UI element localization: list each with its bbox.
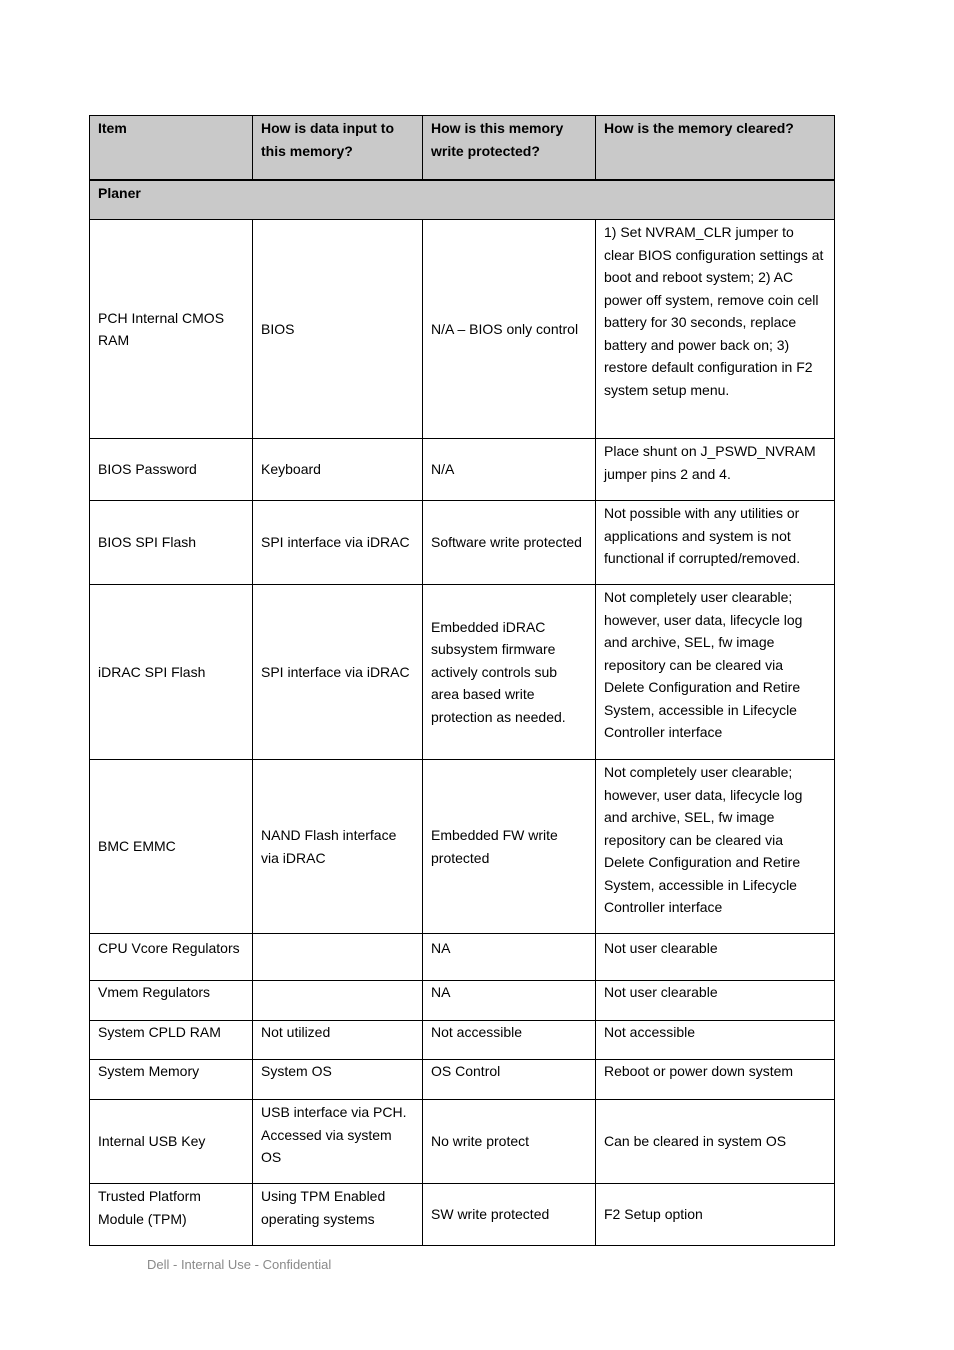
- cell-cleared: 1) Set NVRAM_CLR jumper to clear BIOS configuration settings at boot and reboot system; 2) AC power off system, remove coin cell battery for 30 seconds, replace battery and power back on; 3) restore default configuration in F2 system setup menu.: [596, 220, 835, 439]
- table-row: [90, 501, 835, 585]
- header-item: Item: [90, 116, 253, 180]
- table-header-row: [90, 116, 835, 180]
- cell-protect: OS Control: [423, 1060, 596, 1100]
- cell-input: [253, 934, 423, 981]
- section-row-planer: [90, 180, 835, 220]
- cell-cleared: Not possible with any utilities or applications and system is not functional if corrupted/removed.: [596, 501, 835, 585]
- cell-protect: N/A: [423, 439, 596, 501]
- cell-input: System OS: [253, 1060, 423, 1100]
- cell-protect: Not accessible: [423, 1021, 596, 1060]
- table-row: [90, 1100, 835, 1184]
- table-row: [90, 981, 835, 1021]
- cell-protect: SW write protected: [423, 1184, 596, 1246]
- table-row: [90, 1060, 835, 1100]
- cell-item: BIOS SPI Flash: [90, 501, 253, 585]
- cell-protect: Embedded iDRAC subsystem firmware actively controls sub area based write protection as needed.: [423, 585, 596, 760]
- cell-protect: NA: [423, 934, 596, 981]
- cell-input: NAND Flash interface via iDRAC: [253, 760, 423, 934]
- cell-cleared: Not user clearable: [596, 934, 835, 981]
- table-row: [90, 220, 835, 439]
- header-memory-cleared: How is the memory cleared?: [596, 116, 835, 180]
- cell-cleared: Reboot or power down system: [596, 1060, 835, 1100]
- cell-input: SPI interface via iDRAC: [253, 585, 423, 760]
- cell-cleared: Not completely user clearable; however, user data, lifecycle log and archive, SEL, fw image repository can be cleared via Delete Configuration and Retire System, accessible in Lifecycle Controller interface: [596, 760, 835, 934]
- memory-table: [89, 115, 835, 1246]
- table-row: [90, 1021, 835, 1060]
- cell-item: Internal USB Key: [90, 1100, 253, 1184]
- cell-item: Vmem Regulators: [90, 981, 253, 1021]
- cell-item: BIOS Password: [90, 439, 253, 501]
- cell-protect: N/A – BIOS only control: [423, 220, 596, 439]
- cell-input: SPI interface via iDRAC: [253, 501, 423, 585]
- cell-cleared: Not accessible: [596, 1021, 835, 1060]
- confidentiality-footer: Dell - Internal Use - Confidential: [147, 1257, 332, 1272]
- cell-cleared: F2 Setup option: [596, 1184, 835, 1246]
- cell-input: BIOS: [253, 220, 423, 439]
- cell-input: USB interface via PCH. Accessed via system OS: [253, 1100, 423, 1184]
- header-write-protect: How is this memory write protected?: [423, 116, 596, 180]
- cell-item: System CPLD RAM: [90, 1021, 253, 1060]
- header-data-input: How is data input to this memory?: [253, 116, 423, 180]
- cell-cleared: Not completely user clearable; however, user data, lifecycle log and archive, SEL, fw image repository can be cleared via Delete Configuration and Retire System, accessible in Lifecycle Controller interface: [596, 585, 835, 760]
- table-row: [90, 934, 835, 981]
- cell-input: [253, 981, 423, 1021]
- cell-protect: No write protect: [423, 1100, 596, 1184]
- cell-input: Not utilized: [253, 1021, 423, 1060]
- cell-item: System Memory: [90, 1060, 253, 1100]
- cell-item: iDRAC SPI Flash: [90, 585, 253, 760]
- cell-input: Using TPM Enabled operating systems: [253, 1184, 423, 1246]
- table-row: [90, 439, 835, 501]
- cell-cleared: Place shunt on J_PSWD_NVRAM jumper pins 2 and 4.: [596, 439, 835, 501]
- cell-protect: NA: [423, 981, 596, 1021]
- table-row: [90, 760, 835, 934]
- cell-cleared: Not user clearable: [596, 981, 835, 1021]
- cell-protect: Software write protected: [423, 501, 596, 585]
- cell-input: Keyboard: [253, 439, 423, 501]
- cell-item: BMC EMMC: [90, 760, 253, 934]
- table-row: [90, 1184, 835, 1246]
- cell-item: Trusted Platform Module (TPM): [90, 1184, 253, 1246]
- cell-cleared: Can be cleared in system OS: [596, 1100, 835, 1184]
- section-label: Planer: [90, 180, 835, 220]
- table-row: [90, 585, 835, 760]
- cell-protect: Embedded FW write protected: [423, 760, 596, 934]
- cell-item: CPU Vcore Regulators: [90, 934, 253, 981]
- cell-item: PCH Internal CMOS RAM: [90, 220, 253, 439]
